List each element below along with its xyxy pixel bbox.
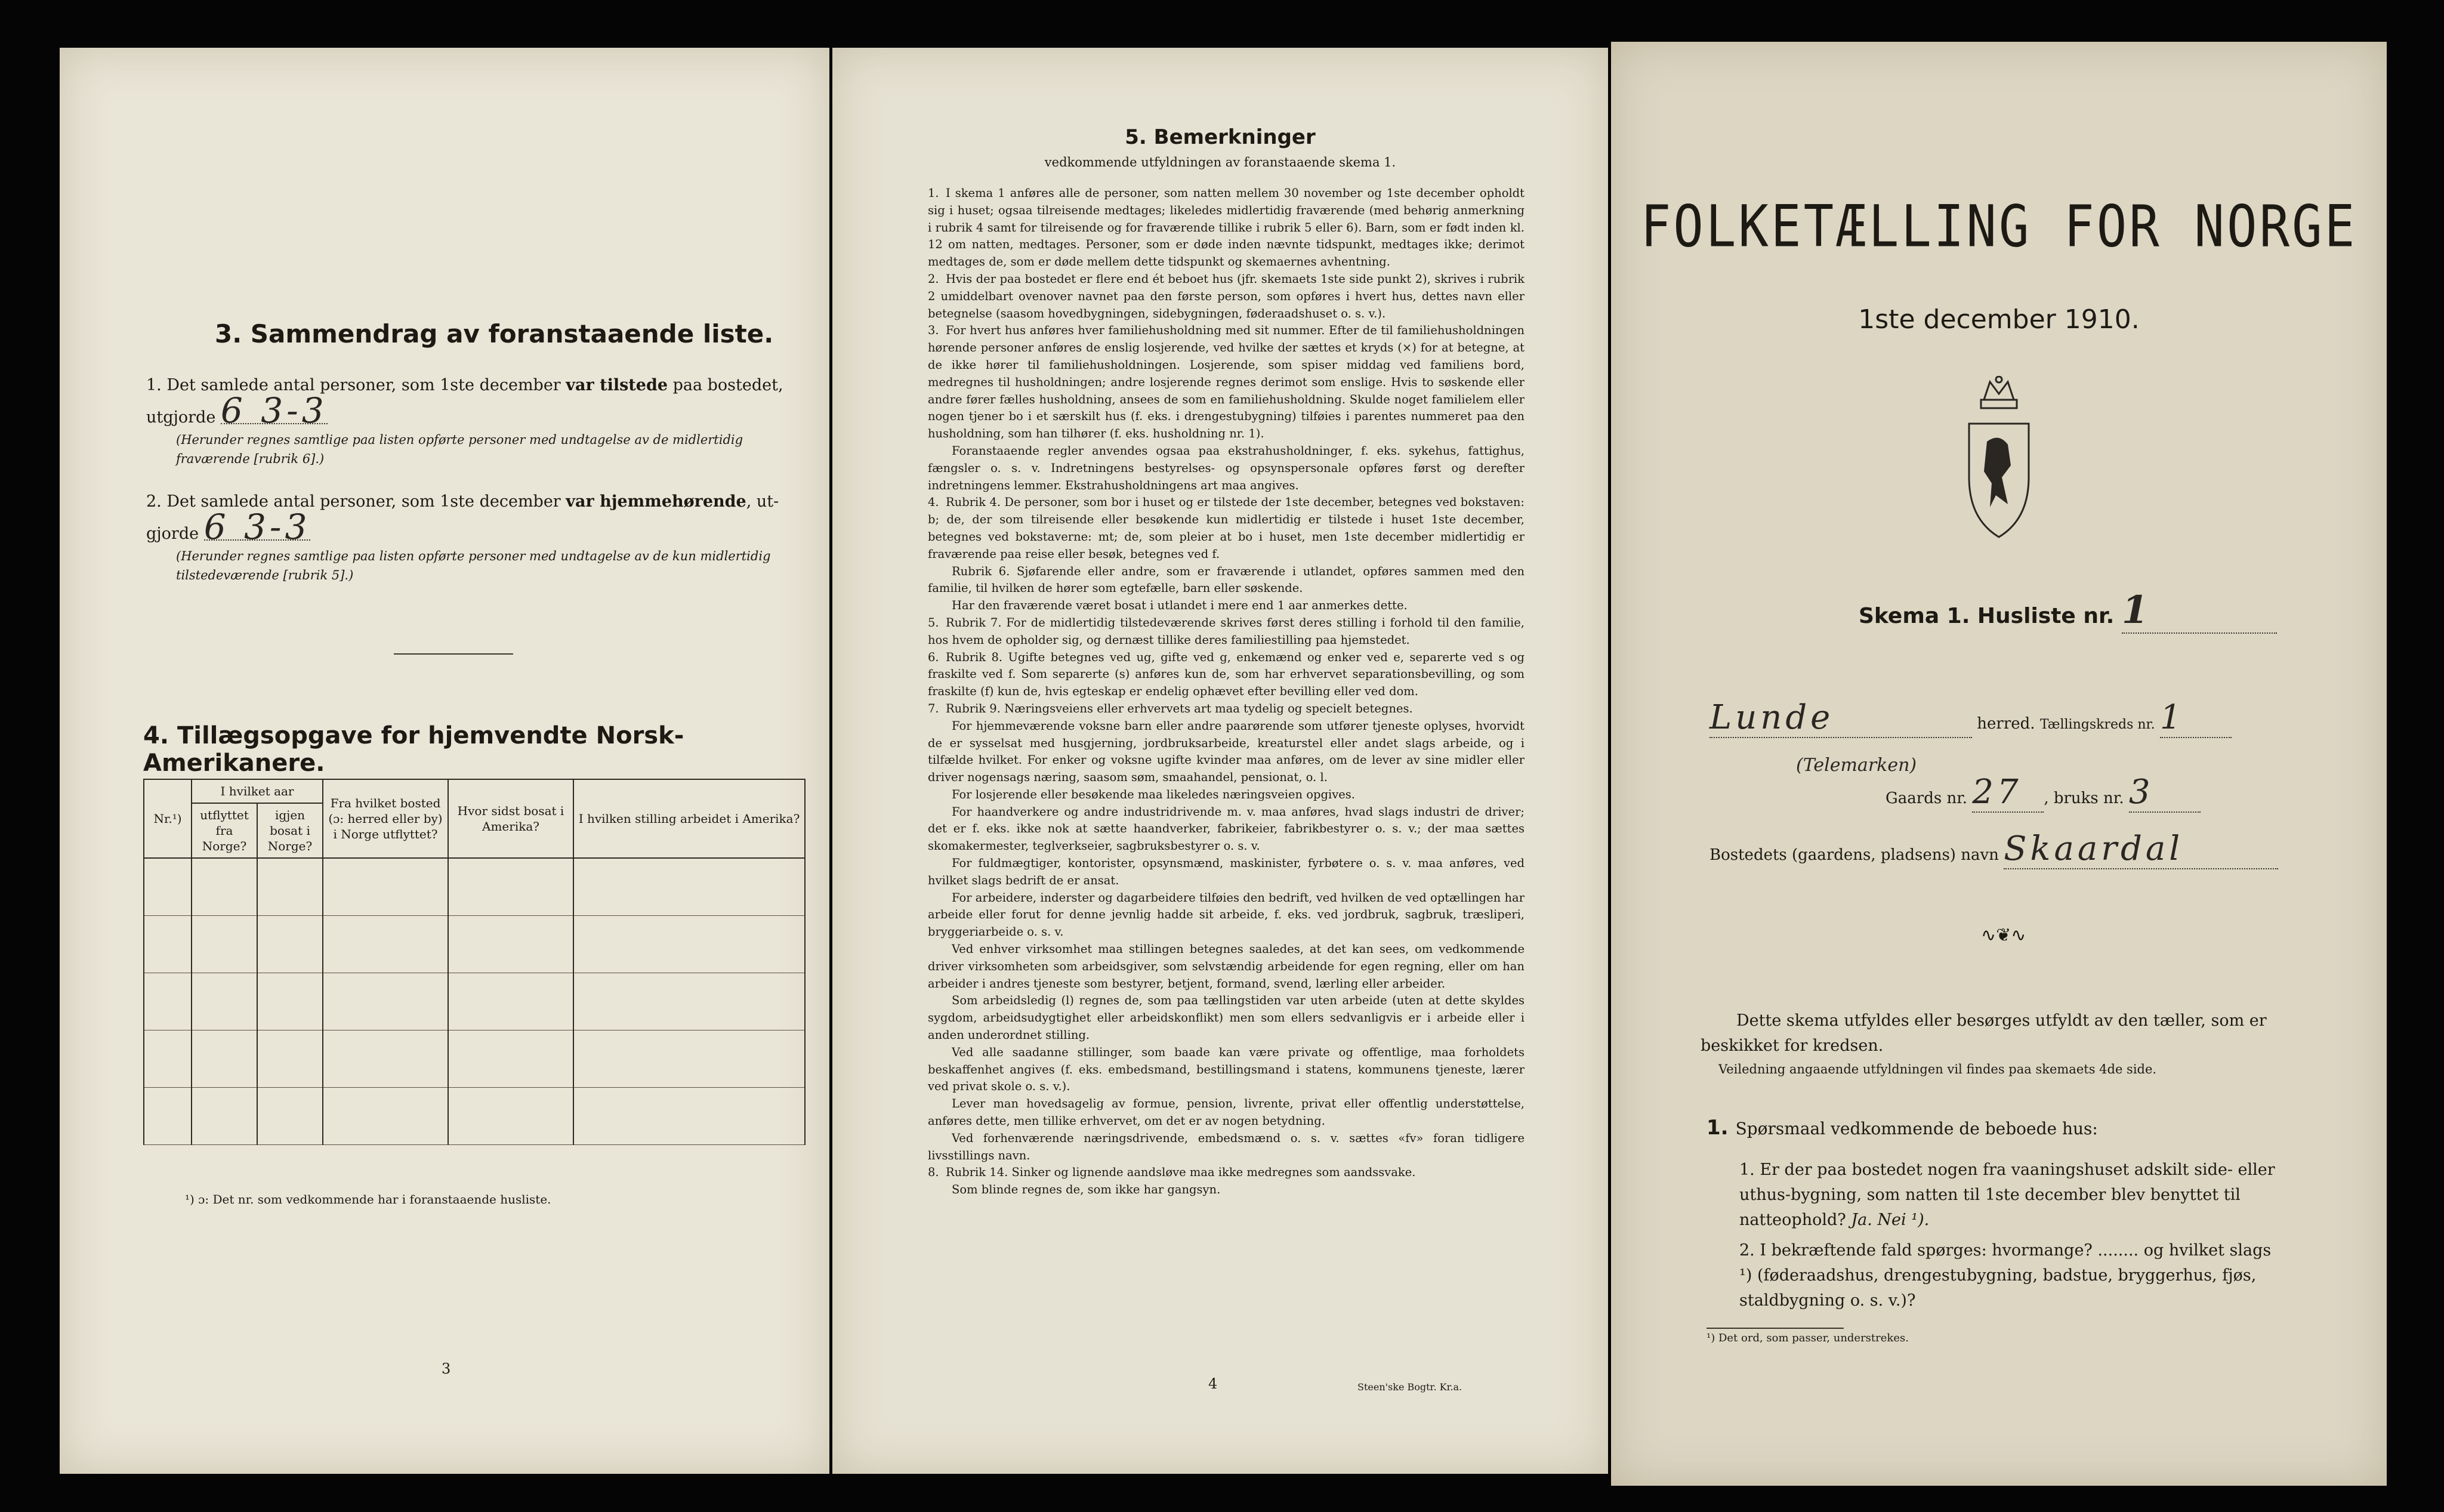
remark-text: I skema 1 anføres alle de personer, som natten mellem 30 november og 1ste december opholdt sig i huset; ogsaa tilreisende medtages; likeledes midlertidig fraværende (med behørig anmerkning i rubrik 4 samt for tilreisende og for fraværende tillike i rubrik 5 eller 6). Barn, som er født inden kl. 12 om natten, medtages. Personer, som er døde inden nævnte tidspunkt, medtages ikke; derimot medtages de, som er døde mellem dette tidspunkt og skemaernes avhentning. xyxy=(928,186,1525,269)
remark-text: Rubrik 14. Sinker og lignende aandsløve maa ikke medregnes som aandssvake. xyxy=(946,1165,1416,1180)
question-number: 1. xyxy=(1739,1161,1755,1179)
col-utflyttet: utflyttet fra Norge? xyxy=(192,803,257,858)
item-text: Det samlede antal personer, som 1ste december xyxy=(166,492,566,511)
remark-text: Ved alle saadanne stillinger, som baade kan være private og offentlige, maa forholdets beskaffenhet angives (f. eks. embedsmand, bestillingsmand i statens, kommunens tjeneste, lærer ved privat skole o. s. v.). xyxy=(928,1045,1525,1094)
schema-line xyxy=(1859,588,2277,634)
remarks-list xyxy=(928,185,1525,1199)
remark-paragraph xyxy=(928,597,1525,615)
remark-text: For losjerende eller besøkende maa likeledes næringsveien opgives. xyxy=(952,787,1355,801)
bosted-label: Bostedets (gaardens, pladsens) navn xyxy=(1709,846,1999,864)
husliste-nr: 1 xyxy=(2122,588,2277,634)
kreds-label: Tællingskreds nr. xyxy=(2039,717,2155,732)
item-note: (Herunder regnes samtlige paa listen opførte personer med undtagelse av de kun midlertidig tilstedeværende [rubrik 5].) xyxy=(176,549,771,582)
item-text: Det samlede antal personer, som 1ste december xyxy=(166,376,566,394)
herred-field xyxy=(1709,698,2232,738)
gaards-value: 27 xyxy=(1972,773,2044,813)
remark-paragraph xyxy=(928,443,1525,494)
questions-number: 1. xyxy=(1707,1116,1729,1140)
remark-text: Har den fraværende været bosat i utlandet i mere end 1 aar anmerkes dette. xyxy=(952,598,1408,613)
schema-label: Skema 1. Husliste nr. xyxy=(1859,604,2115,628)
question-text: I bekræftende fald spørges: hvormange? ........ og hvilket slags ¹) (føderaadshus, drengestubygning, badstue, bryggerhus, fjøs, staldbygning o. s. v.)? xyxy=(1739,1241,2272,1310)
ornament-icon: ∿❦∿ xyxy=(1981,925,2026,946)
remark-number: 3. xyxy=(928,323,939,338)
remark-text: Rubrik 4. De personer, som bor i huset og er tilstede der 1ste december, betegnes ved bokstaven: b; de, der som tilreisende eller besøkende kun midlertidig er tilstede i huset 1ste december, betegnes ved bokstaverne: mt; de, som pleier at bo i huset, men 1ste december midlertidig er fraværende paa reise eller besøk, betegnes ved f. xyxy=(928,495,1525,561)
table-row xyxy=(144,1030,805,1087)
remark-paragraph xyxy=(928,718,1525,786)
gaards-field xyxy=(1886,773,2201,813)
remark-paragraph xyxy=(928,271,1525,322)
census-date: 1ste december 1910. xyxy=(1858,304,2140,335)
summary-item-2 xyxy=(146,489,797,585)
remark-text: Ved forhenværende næringsdrivende, embedsmænd o. s. v. sættes «fv» foran tidligere livsstillings navn. xyxy=(928,1131,1525,1162)
item-number: 2. xyxy=(146,492,162,511)
remarks-heading: 5. Bemerkninger xyxy=(1125,125,1316,149)
remark-paragraph xyxy=(928,615,1525,649)
summary-item-1 xyxy=(146,373,797,468)
norway-coat-of-arms-icon xyxy=(1957,376,2041,543)
item-text: gjorde xyxy=(146,524,199,543)
remark-paragraph xyxy=(928,941,1525,992)
item-text: utgjorde xyxy=(146,408,216,427)
remark-text: For hvert hus anføres hver familiehusholdning med sit nummer. Efter de til familiehusholdningen hørende personer anføres de enslig losjerende, ved hvilke der sættes et kryds (×) for at betegne, at de ikke hører til familiehusholdningen. Losjerende, som spiser middag ved familiens bord, medregnes til husholdningen; andre losjerende regnes derimot som enslige. Hvis to søskende eller andre fører fælles husholdning, ansees de som en familiehusholdning. Skulde noget familielem eller nogen tjener bo i et særskilt hus (f. eks. i drengestubygning) tilføies i parentes nummeret paa den husholdning, som han tilhører (f. eks. husholdning nr. 1). xyxy=(928,323,1525,441)
page-4 xyxy=(832,48,1608,1474)
questions-heading xyxy=(1707,1116,2098,1140)
item-number: 1. xyxy=(146,376,162,394)
norsk-amerikaner-table xyxy=(143,779,806,1145)
remark-text: Rubrik 9. Næringsveiens eller erhvervets art maa tydelig og specielt betegnes. xyxy=(946,701,1413,715)
remark-paragraph xyxy=(928,786,1525,804)
table-row xyxy=(144,1087,805,1144)
remark-text: For hjemmeværende voksne barn eller andre paarørende som utfører tjeneste oplyses, hvorvidt de er sysselsat med husgjerning, jordbruksarbeide, kreaturstel eller andet slags arbeide, og i tilfælde hvilket. For enker og voksne ugifte kvinder maa anføres, om de lever av sine midler eller driver nogensags næring, saasom søm, smaahandel, pensionat, o. l. xyxy=(928,718,1525,785)
remark-paragraph xyxy=(928,1096,1525,1130)
remark-text: Ved enhver virksomhet maa stillingen betegnes saaledes, at det kan sees, om vedkommende driver virksomheten som arbeidsgiver, som selvstændig arbeidende for egen regning, eller om han arbeider i andres tjeneste som bestyrer, betjent, formand, svend, lærling eller arbeider. xyxy=(928,942,1525,990)
instructions-sub: Veiledning angaaende utfyldningen vil findes paa skemaets 4de side. xyxy=(1718,1062,2157,1076)
remark-number: 5. xyxy=(928,615,939,630)
remark-number: 2. xyxy=(928,271,939,286)
instructions: Dette skema utfyldes eller besørges utfyldt av den tæller, som er beskikket for kredsen. xyxy=(1701,1011,2267,1055)
remark-text: For haandverkere og andre industridrivende m. v. maa anføres, hvad slags industri de driver; det er f. eks. ikke nok at sætte haandverker, fabrikeier, fabrikbestyrer o. s. v.; der maa sættes skomakermester, teglverkseier, sagbruksbestyrer o. s. v. xyxy=(928,804,1525,853)
question-text: Er der paa bostedet nogen fra vaaningshuset adskilt side- eller uthus-bygning, som natten til 1ste december blev benyttet til natteophold? xyxy=(1739,1161,2275,1229)
remark-text: Lever man hovedsagelig av formue, pension, livrente, privat eller offentlig understøttelse, anføres dette, men tillike erhvervet, om det er av nogen betydning. xyxy=(928,1097,1525,1128)
bruks-value: 3 xyxy=(2129,773,2201,813)
tillaeg-heading: 4. Tillægsopgave for hjemvendte Norsk-Amerikanere. xyxy=(143,722,684,777)
remark-text: Rubrik 6. Sjøfarende eller andre, som er fraværende i utlandet, opføres sammen med den familie, til hvilken de hører som egtefælle, barn eller søskende. xyxy=(928,564,1525,595)
table-row xyxy=(144,915,805,973)
remark-paragraph xyxy=(928,701,1525,718)
remark-text: Foranstaaende regler anvendes ogsaa paa ekstrahusholdninger, f. eks. sykehus, fattighus, fængsler o. s. v. Indretningens bestyrelses- og opsynspersonale opføres først og derefter indretningens lemmer. Ekstrahusholdningens art maa angives. xyxy=(928,443,1525,492)
question-2 xyxy=(1739,1238,2288,1313)
table-row xyxy=(144,858,805,915)
remark-text: Som blinde regnes de, som ikke har gangsyn. xyxy=(952,1183,1221,1197)
kreds-value: 1 xyxy=(2160,698,2232,738)
remark-number: 7. xyxy=(928,701,939,715)
remark-paragraph xyxy=(928,1164,1525,1181)
remark-paragraph xyxy=(928,890,1525,941)
footnote: ¹) Det ord, som passer, understrekes. xyxy=(1707,1332,1909,1344)
remark-number: 1. xyxy=(928,186,939,200)
remark-paragraph xyxy=(928,649,1525,701)
col-stilling: I hvilken stilling arbeidet i Amerika? xyxy=(573,779,805,858)
handwritten-count: 6 3-3 xyxy=(203,507,311,547)
col-sidst: Hvor sidst bosat i Amerika? xyxy=(448,779,573,858)
divider xyxy=(394,653,513,655)
printer-mark: Steen'ske Bogtr. Kr.a. xyxy=(1357,1381,1462,1393)
remarks-subheading: vedkommende utfyldningen av foranstaaende skema 1. xyxy=(1044,155,1396,169)
question-answer: Ja. Nei ¹). xyxy=(1851,1211,1930,1229)
cover-page xyxy=(1611,42,2387,1486)
herred-note: (Telemarken) xyxy=(1796,755,1917,776)
item-bold: var tilstede xyxy=(566,376,668,394)
summary-heading: 3. Sammendrag av foranstaaende liste. xyxy=(215,319,774,348)
handwritten-count: 6 3-3 xyxy=(220,390,328,431)
remark-paragraph xyxy=(928,804,1525,855)
remark-text: Rubrik 8. Ugifte betegnes ved ug, gifte ved g, enkemænd og enker ved e, separerte ved s og fraskilte ved f. Som separerte (s) anføres kun de, som har erhvervet separationsbevilling, og som fraskilte (f) kun de, hvis egteskap er endelig ophævet efter bevilling eller ved dom. xyxy=(928,650,1525,699)
item-text: , ut- xyxy=(746,492,779,511)
page-number: 3 xyxy=(442,1360,451,1377)
remark-paragraph xyxy=(928,1130,1525,1165)
remark-number: 6. xyxy=(928,650,939,664)
page-3 xyxy=(60,48,829,1474)
page-number: 4 xyxy=(1208,1375,1218,1392)
bruks-label: , bruks nr. xyxy=(2044,789,2124,807)
herred-value: Lunde xyxy=(1709,698,1972,738)
remark-text: For fuldmægtiger, kontorister, opsynsmænd, maskinister, fyrbøtere o. s. v. maa anføres, ved hvilket slags bedrift de er ansat. xyxy=(928,856,1525,887)
remark-number: 4. xyxy=(928,495,939,510)
col-igjen: igjen bosat i Norge? xyxy=(257,803,323,858)
bosted-value: Skaardal xyxy=(2004,829,2278,869)
remark-paragraph xyxy=(928,1181,1525,1199)
remark-text: Rubrik 7. For de midlertidig tilstedeværende skrives først deres stilling i forhold til den familie, hos hvem de opholder sig, og dernæst tillike deres familiestilling paa hjemstedet. xyxy=(928,615,1525,647)
remark-paragraph xyxy=(928,494,1525,563)
remark-paragraph xyxy=(928,322,1525,443)
table-footnote: ¹) ɔ: Det nr. som vedkommende har i foranstaaende husliste. xyxy=(185,1192,551,1206)
remark-text: Som arbeidsledig (l) regnes de, som paa tællingstiden var uten arbeide (uten at dette skyldes sygdom, arbeidsudygtighet eller arbeidskonflikt) men som ellers sedvanligvis er i arbeide eller i anden underordnet stilling. xyxy=(928,993,1525,1042)
remark-paragraph xyxy=(928,563,1525,598)
remark-text: For arbeidere, inderster og dagarbeidere tilføies den bedrift, ved hvilken de ved optællingen har arbeide eller forut for denne jevnlig hadde sit arbeide, f. eks. ved jordbruk, sagbruk, træsliperi, bryggeriarbeide o. s. v. xyxy=(928,890,1525,939)
item-bold: var hjemmehørende xyxy=(566,492,746,511)
remark-text: Hvis der paa bostedet er flere end ét beboet hus (jfr. skemaets 1ste side punkt 2), skrives i rubrik 2 umiddelbart ovenover navnet paa den første person, som opføres i hvert hus, dettes navn eller betegnelse (saasom hovedbygningen, sidebygningen, føderaadshuset o. s. v.). xyxy=(928,271,1525,320)
footnote-rule xyxy=(1707,1328,1844,1329)
col-group: I hvilket aar xyxy=(192,779,323,803)
remark-number: 8. xyxy=(928,1165,939,1180)
herred-label: herred. xyxy=(1977,715,2035,733)
bosted-field xyxy=(1709,829,2278,869)
gaards-label: Gaards nr. xyxy=(1886,789,1968,807)
remark-paragraph xyxy=(928,855,1525,890)
remark-paragraph xyxy=(928,185,1525,271)
questions-label: Spørsmaal vedkommende de beboede hus: xyxy=(1735,1119,2098,1138)
item-text: paa bostedet, xyxy=(668,376,783,394)
question-1 xyxy=(1739,1158,2288,1233)
col-fra: Fra hvilket bosted (ɔ: herred eller by) i Norge utflyttet? xyxy=(323,779,448,858)
census-title: FOLKETÆLLING FOR NORGE xyxy=(1640,192,2357,260)
col-nr: Nr.¹) xyxy=(144,779,192,858)
item-note: (Herunder regnes samtlige paa listen opførte personer med undtagelse av de midlertidig fraværende [rubrik 6].) xyxy=(176,433,743,466)
table-row xyxy=(144,973,805,1030)
question-number: 2. xyxy=(1739,1241,1755,1260)
remark-paragraph xyxy=(928,992,1525,1044)
remark-paragraph xyxy=(928,1044,1525,1096)
